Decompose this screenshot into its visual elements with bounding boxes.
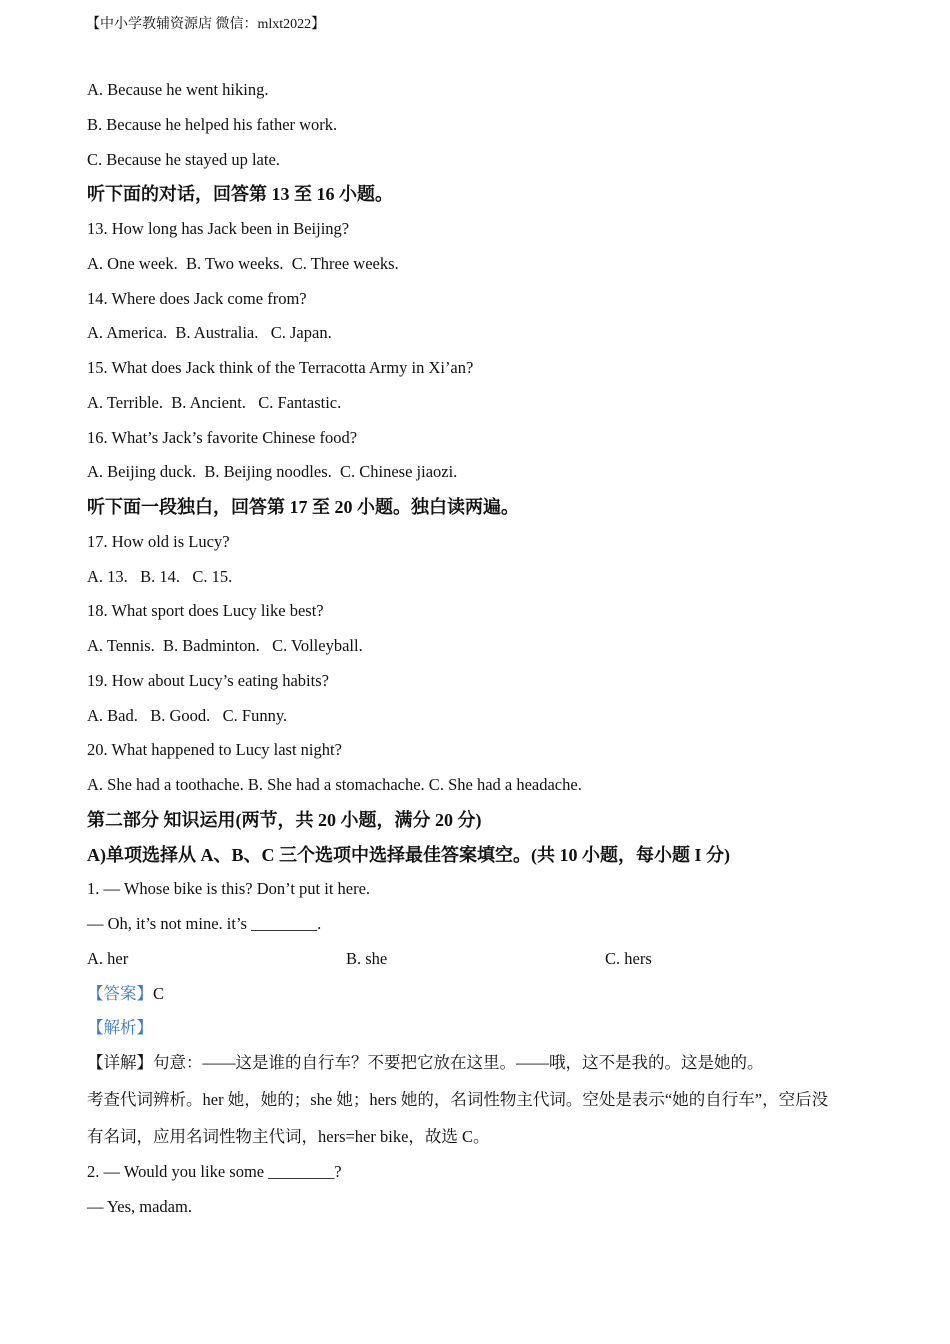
part-heading: 第二部分 知识运用(两节，共 20 小题，满分 20 分) <box>87 809 482 830</box>
option-c: C. hers <box>605 948 652 968</box>
options: A. Bad. B. Good. C. Funny. <box>87 705 288 725</box>
option-b: B. she <box>346 948 388 968</box>
answer-value: C <box>153 983 165 1003</box>
page-header: 【中小学教辅资源店 微信：mlxt2022】 <box>86 17 326 32</box>
section-heading: 听下面一段独白，回答第 17 至 20 小题。独白读两遍。 <box>87 497 519 517</box>
question: 17. How old is Lucy? <box>87 531 230 551</box>
question: 14. Where does Jack come from? <box>87 288 307 308</box>
options: A. One week. B. Two weeks. C. Three weeks. <box>87 253 399 273</box>
answer-label: 【答案】 <box>87 983 153 1003</box>
options: A. America. B. Australia. C. Japan. <box>87 323 332 343</box>
question: 1. — Whose bike is this? Don’t put it here. <box>87 879 371 899</box>
document-body <box>87 73 877 1224</box>
question: 2. — Would you like some ________? <box>87 1161 342 1181</box>
options: A. Tennis. B. Badminton. C. Volleyball. <box>87 636 363 655</box>
answer-line <box>87 977 877 1012</box>
options: A. 13. B. 14. C. 15. <box>87 566 233 586</box>
section-heading: A)单项选择从 A、B、C 三个选项中选择最佳答案填空。(共 10 小题，每小题 I 分) <box>87 844 730 865</box>
analysis-label: 【解析】 <box>87 1018 153 1038</box>
question-line: — Yes, madam. <box>87 1196 192 1216</box>
option-line: A. Because he went hiking. <box>87 80 269 99</box>
option-line: C. Because he stayed up late. <box>87 149 280 169</box>
question-line: — Oh, it’s not mine. it’s ________. <box>87 914 322 933</box>
detail-line: 【详解】句意：——这是谁的自行车？不要把它放在这里。——哦，这不是我的。这是她的。 <box>87 1053 764 1072</box>
question: 19. How about Lucy’s eating habits? <box>87 670 329 690</box>
section-heading: 听下面的对话，回答第 13 至 16 小题。 <box>87 184 393 205</box>
q1-options <box>87 942 877 977</box>
detail-line: 有名词，应用名词性物主代词，hers=her bike，故选 C。 <box>87 1126 490 1146</box>
question: 18. What sport does Lucy like best? <box>87 601 324 621</box>
question: 20. What happened to Lucy last night? <box>87 740 342 760</box>
options: A. Beijing duck. B. Beijing noodles. C. Chinese jiaozi. <box>87 462 458 482</box>
question: 15. What does Jack think of the Terracotta Army in Xi’an? <box>87 358 474 377</box>
question: 16. What’s Jack’s favorite Chinese food? <box>87 427 358 447</box>
option-a: A. her <box>87 948 129 968</box>
options: A. Terrible. B. Ancient. C. Fantastic. <box>87 392 342 412</box>
detail-line: 考查代词辨析。her 她，她的；she 她；hers 她的，名词性物主代词。空处是表示“她的自行车”，空后没 <box>87 1089 829 1109</box>
question: 13. How long has Jack been in Beijing? <box>87 219 350 238</box>
options: A. She had a toothache. B. She had a stomachache. C. She had a headache. <box>87 775 582 794</box>
option-line: B. Because he helped his father work. <box>87 114 338 134</box>
